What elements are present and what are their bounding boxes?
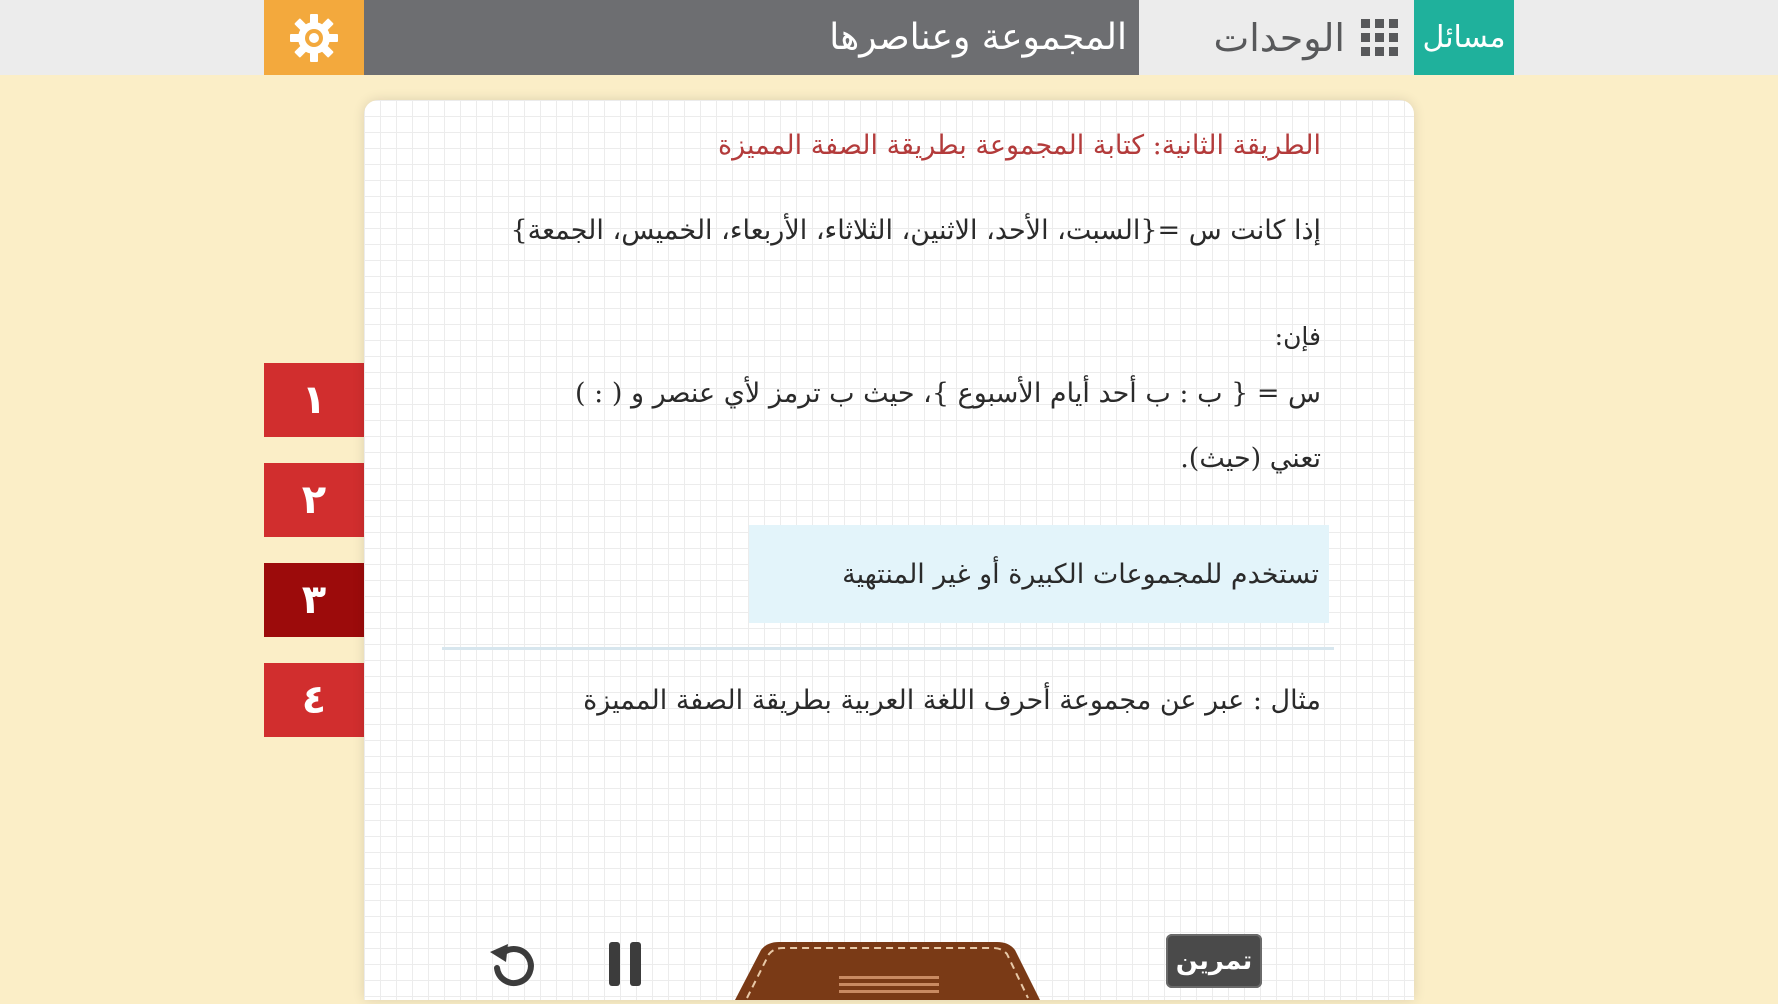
gear-icon [288,12,340,64]
content-card [364,100,1414,1000]
exercise-label: تمرين [1175,946,1253,976]
divider [442,647,1334,650]
meaning-line: تعني (حيث). [1180,443,1321,474]
tab-4-label: ٤ [301,677,327,723]
tab-1[interactable] [264,363,364,437]
problems-button[interactable] [1414,0,1514,75]
section-heading: الطريقة الثانية: كتابة المجموعة بطريقة الصفة المميزة [717,130,1321,161]
example-text: مثال : عبر عن مجموعة أحرف اللغة العربية بطريقة الصفة المميزة [583,685,1321,716]
tab-4[interactable] [264,663,364,737]
set-builder-line: س = { ب : ب أحد أيام الأسبوع }، حيث ب ترمز لأي عنصر و ( : ) [575,378,1321,409]
pause-button[interactable] [606,940,646,988]
tab-2-label: ٢ [301,477,327,523]
lesson-title: المجموعة وعناصرها [829,17,1127,58]
replay-button[interactable] [486,938,540,992]
problems-label: مسائل [1422,20,1506,55]
drawer-handle-icon [735,942,1040,1000]
units-label: الوحدات [1213,15,1345,60]
units-button[interactable] [1139,0,1414,75]
then-line: فإن: [1274,322,1321,351]
tab-2[interactable] [264,463,364,537]
lesson-title-bar [364,0,1139,75]
note-text: تستخدم للمجموعات الكبيرة أو غير المنتهية [842,558,1319,590]
tab-3[interactable] [264,563,364,637]
drawer-pull-tab[interactable] [735,942,1040,1000]
settings-button[interactable] [264,0,364,75]
pause-icon [606,940,646,988]
tab-1-label: ١ [301,377,327,423]
grid-icon [1361,19,1398,56]
replay-icon [486,938,540,992]
note-box [749,525,1329,623]
set-definition-line: إذا كانت س ={السبت، الأحد، الاثنين، الثلاثاء، الأربعاء، الخميس، الجمعة} [510,215,1321,246]
tab-3-label: ٣ [301,577,327,623]
exercise-button[interactable] [1166,934,1262,988]
